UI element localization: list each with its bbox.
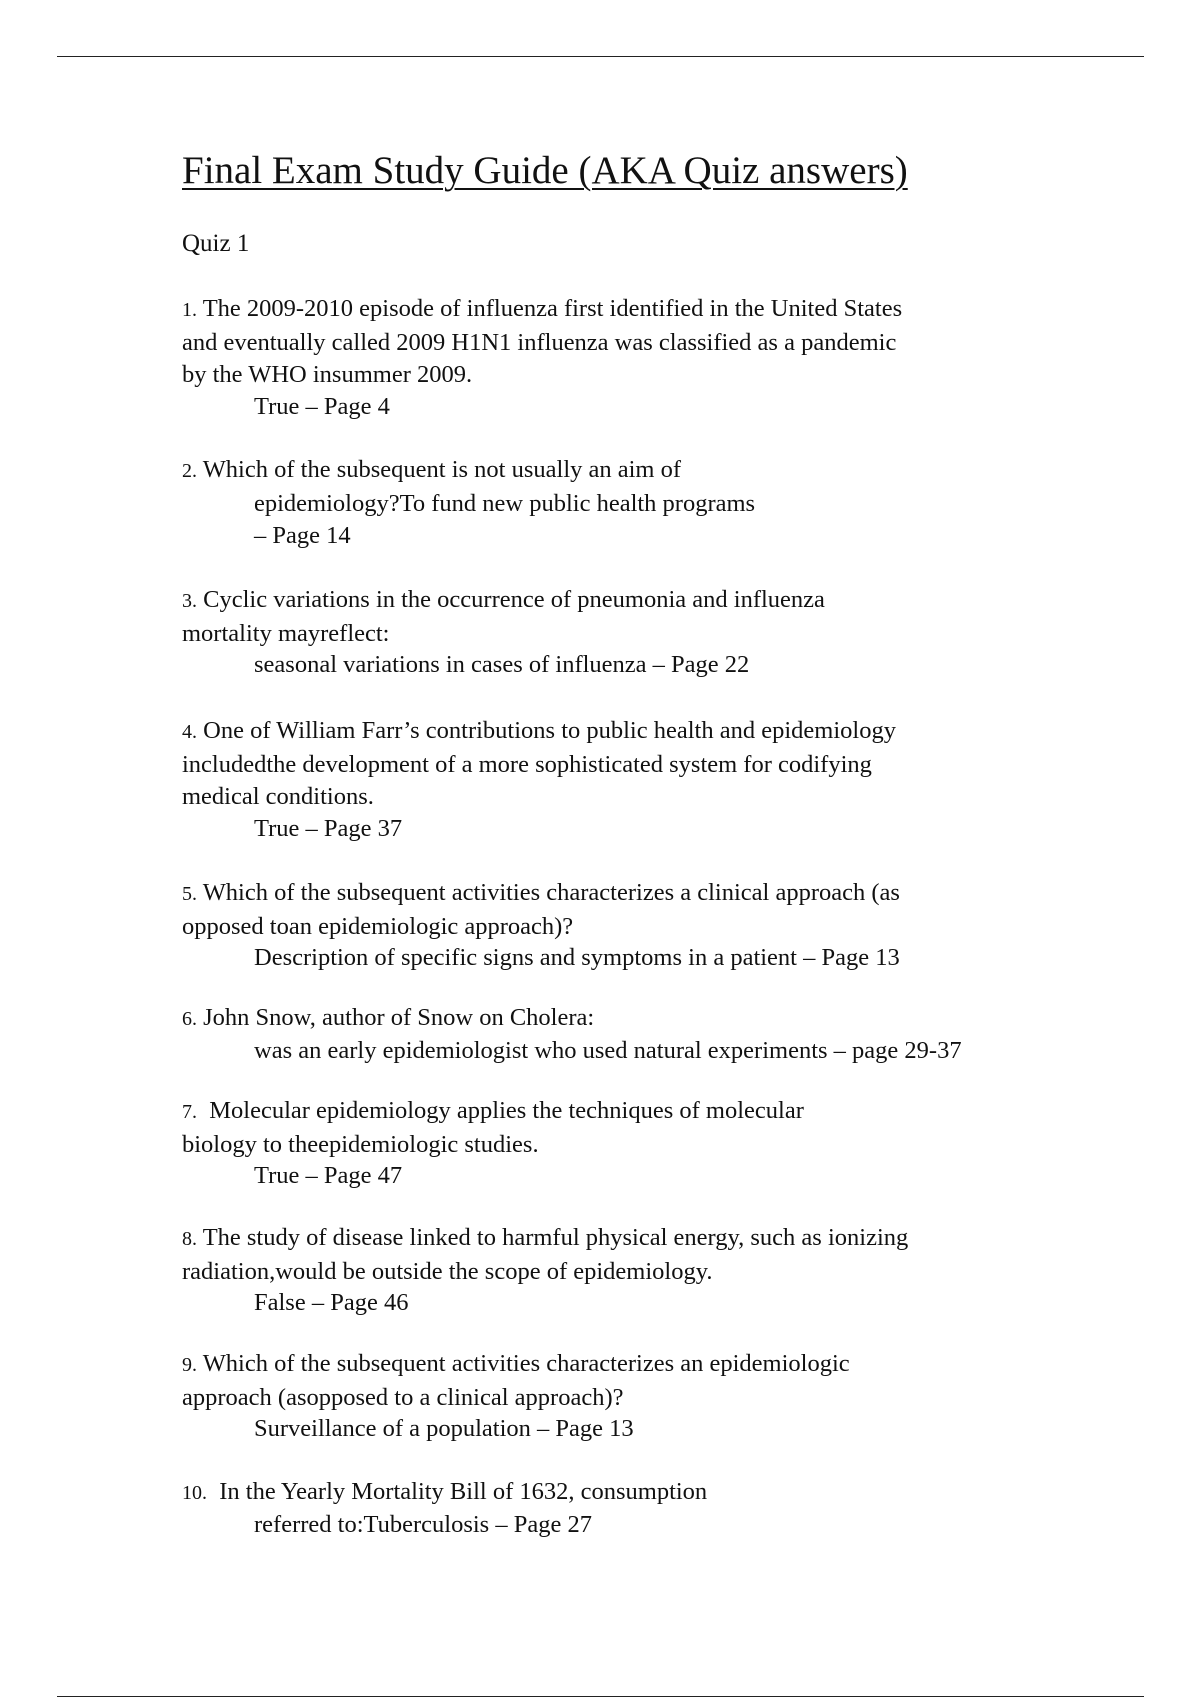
question-number: 8. [182,1228,197,1250]
question-5 [182,877,1112,973]
question-text-line: radiation,would be outside the scope of epidemiology. [182,1257,713,1285]
question-3 [182,584,1112,680]
answer-text: Surveillance of a population – Page 13 [254,1415,634,1442]
question-number: 9. [182,1354,197,1376]
question-number: 7. [182,1101,197,1123]
answer-text: True – Page 4 [254,392,390,420]
question-text-line: medical conditions. [182,783,374,810]
question-number: 6. [182,1008,197,1030]
question-10 [182,1476,1112,1540]
question-4 [182,715,1112,844]
question-text-line: Molecular epidemiology applies the techniques of molecular [209,1097,804,1124]
question-text-line: and eventually called 2009 H1N1 influenza was classified as a pandemic [182,328,897,356]
answer-text: True – Page 47 [254,1162,403,1189]
question-9 [182,1348,1112,1444]
question-1 [182,293,1112,422]
question-text-line: by the WHO insummer 2009. [182,361,473,388]
document-body [182,146,1102,260]
question-text-line: In the Yearly Mortality Bill of 1632, consumption [219,1478,708,1505]
question-7 [182,1095,1112,1191]
question-number: 3. [182,590,197,612]
question-number: 10. [182,1482,207,1504]
question-text-line: includedthe development of a more sophisticated system for codifying [182,750,872,778]
question-text-line: Which of the subsequent activities characterizes an epidemiologic [202,1350,850,1377]
question-number: 4. [182,721,197,743]
question-number: 5. [182,883,197,905]
bottom-rule [57,1696,1144,1697]
answer-text: was an early epidemiologist who used natural experiments – page 29-37 [254,1036,962,1064]
answer-text: Description of specific signs and symptoms in a patient – Page 13 [254,944,900,971]
question-text-line: approach (asopposed to a clinical approach)? [182,1383,624,1411]
question-text-line: The study of disease linked to harmful physical energy, such as ionizing [202,1224,909,1251]
top-rule [57,56,1144,57]
question-text-line: Which of the subsequent is not usually an aim of [202,456,682,483]
question-6 [182,1002,1112,1066]
question-text-line: biology to theepidemiologic studies. [182,1130,539,1158]
question-text-line: John Snow, author of Snow on Cholera: [203,1004,595,1031]
question-text-line: The 2009-2010 episode of influenza first identified in the United States [202,295,903,322]
answer-text: referred to:Tuberculosis – Page 27 [254,1510,592,1538]
question-text-line: One of William Farr’s contributions to public health and epidemiology [203,717,896,744]
answer-text: epidemiology?To fund new public health programs [254,489,756,517]
question-text-line: Which of the subsequent activities characterizes a clinical approach (as [202,879,900,906]
question-number: 1. [182,299,197,321]
answer-text: – Page 14 [254,522,351,549]
question-8 [182,1222,1112,1318]
question-text-line: Cyclic variations in the occurrence of pneumonia and influenza [203,586,825,613]
question-number: 2. [182,460,197,482]
question-text-line: opposed toan epidemiologic approach)? [182,912,574,940]
quiz-label: Quiz 1 [182,230,250,257]
document-title: Final Exam Study Guide (AKA Quiz answers) [182,149,908,192]
answer-text: True – Page 37 [254,814,403,842]
question-text-line: mortality mayreflect: [182,619,390,647]
answer-text: seasonal variations in cases of influenza – Page 22 [254,651,750,678]
question-2 [182,454,1112,553]
answer-text: False – Page 46 [254,1289,409,1316]
